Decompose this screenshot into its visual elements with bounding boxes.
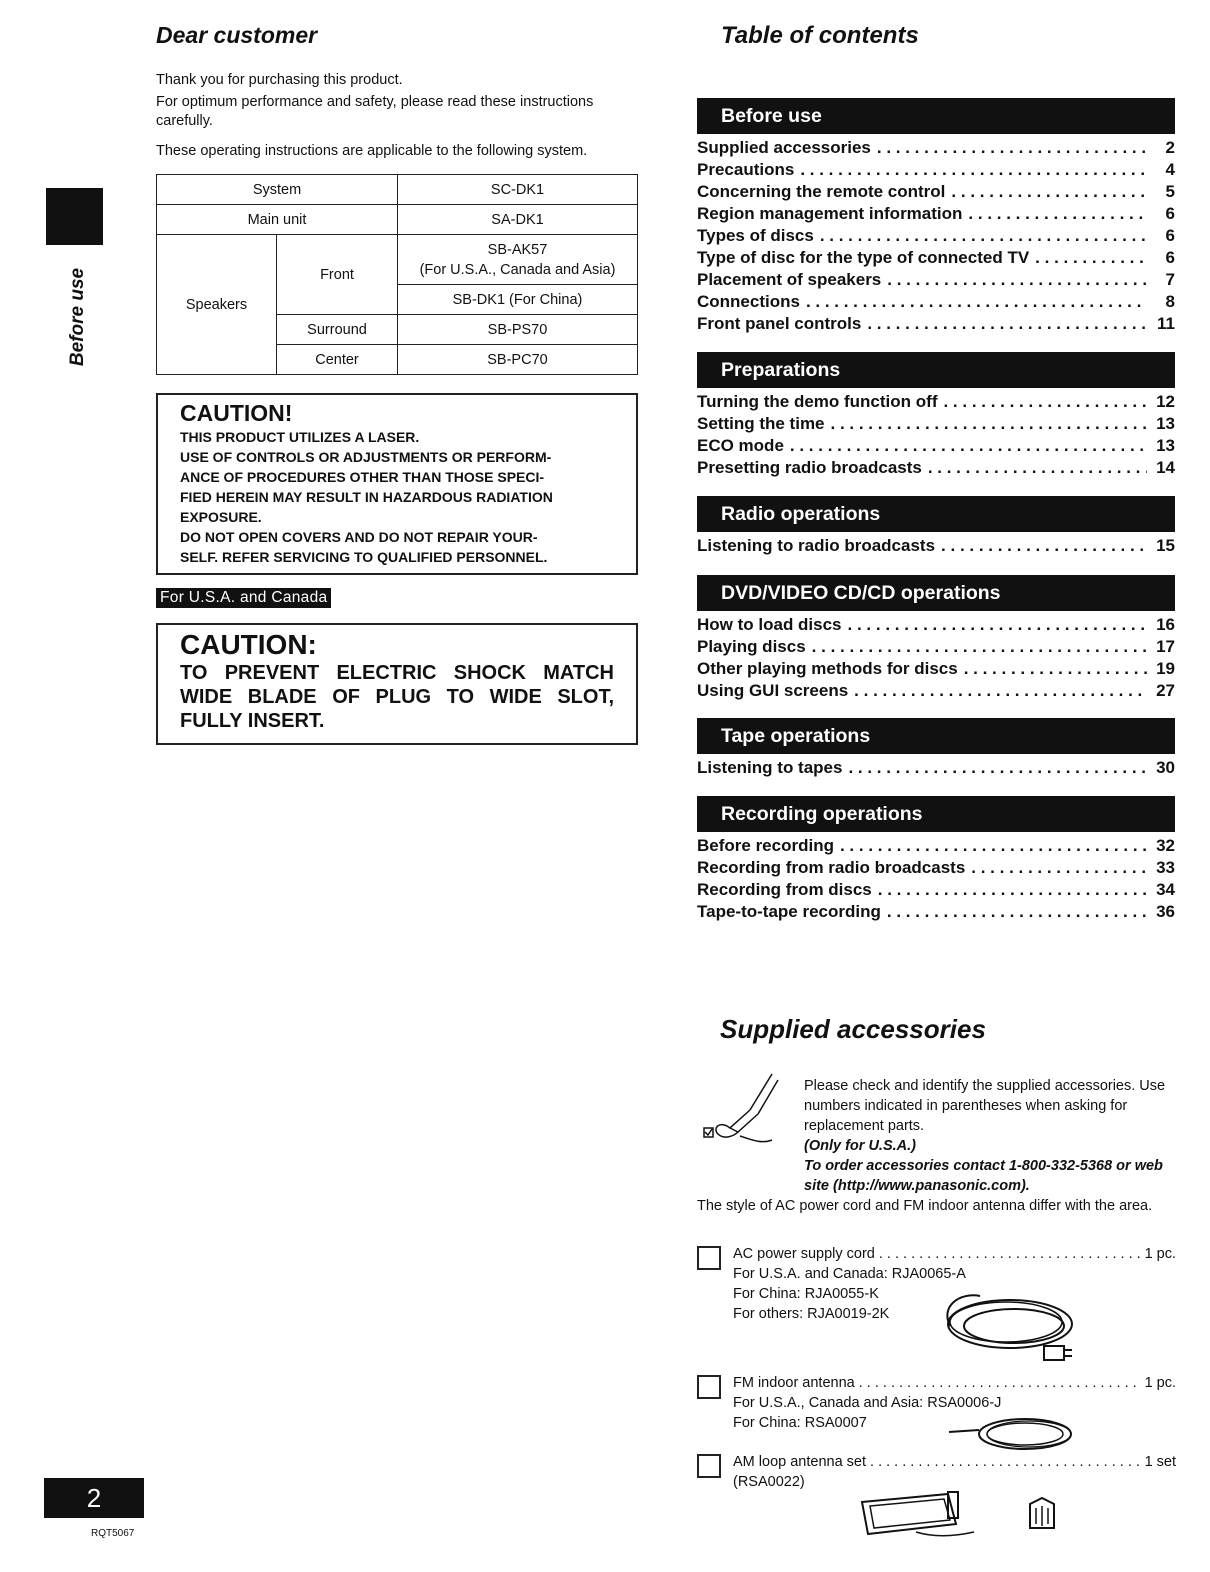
toc-leader-dots: [941, 536, 1147, 556]
intro-line: These operating instructions are applicable to the following system.: [156, 142, 588, 159]
caution-line: EXPOSURE.: [180, 509, 262, 525]
accessory-item: [697, 1452, 1176, 1492]
section-marker: [46, 188, 103, 245]
toc-entry-label: Before recording: [697, 836, 834, 855]
toc-entry-page: 14: [1156, 458, 1175, 477]
accessory-name: AC power supply cord: [733, 1246, 875, 1262]
center-label: Center: [277, 345, 398, 375]
fm-antenna-illustration: [945, 1412, 1085, 1456]
toc-section-heading: Radio operations: [697, 496, 1175, 532]
toc-entry-page: 6: [1165, 204, 1175, 223]
toc-entry-label: Region management information: [697, 204, 963, 223]
toc-entry[interactable]: [697, 758, 1175, 780]
toc-entry-page: 13: [1156, 436, 1175, 455]
toc-entry-label: Playing discs: [697, 637, 806, 656]
toc-entry-page: 33: [1156, 858, 1175, 877]
toc-entry-page: 13: [1156, 414, 1175, 433]
toc-leader-dots: [968, 204, 1147, 224]
toc-leader-dots: [943, 392, 1147, 412]
toc-leader-dots: [848, 758, 1147, 778]
front-region: (For U.S.A., Canada and Asia): [419, 261, 616, 278]
accessory-detail: For U.S.A., Canada and Asia: RSA0006-J: [733, 1395, 1002, 1411]
toc-entry[interactable]: [697, 836, 1175, 858]
toc-section-heading: Preparations: [697, 352, 1175, 388]
surround-label: Surround: [277, 315, 398, 345]
toc-entry-label: Tape-to-tape recording: [697, 902, 881, 921]
toc-entry[interactable]: [697, 659, 1175, 681]
toc-entry-label: Connections: [697, 292, 800, 311]
ac-cord-illustration: [940, 1286, 1090, 1370]
front-value-1: [398, 235, 638, 285]
main-unit-label: Main unit: [157, 205, 398, 235]
toc-title: Table of contents: [721, 22, 919, 49]
toc-entry-page: 5: [1165, 182, 1175, 201]
caution-line: SELF. REFER SERVICING TO QUALIFIED PERSONNEL.: [180, 549, 548, 565]
accessory-detail: For China: RJA0055-K: [733, 1286, 879, 1302]
front-value-2: SB-DK1 (For China): [398, 285, 638, 315]
toc-entry-label: How to load discs: [697, 615, 842, 634]
document-code: RQT5067: [91, 1528, 135, 1539]
intro-line: For optimum performance and safety, please read these instructions carefully.: [156, 93, 594, 129]
accessory-detail: For others: RJA0019-2K: [733, 1306, 890, 1322]
toc-entry-label: Recording from radio broadcasts: [697, 858, 966, 877]
dear-customer-title: Dear customer: [156, 22, 318, 48]
accessory-checkbox[interactable]: [697, 1246, 721, 1270]
toc-entry[interactable]: [697, 681, 1175, 703]
toc-entry[interactable]: [697, 204, 1175, 226]
pen-check-icon: [700, 1070, 790, 1148]
accessories-style-note: The style of AC power cord and FM indoor antenna differ with the area.: [697, 1198, 1153, 1214]
toc-entry-label: Precautions: [697, 160, 795, 179]
toc-entry-label: Turning the demo function off: [697, 392, 938, 411]
toc-entry[interactable]: [697, 637, 1175, 659]
side-section-label: Before use: [67, 267, 88, 367]
toc-section: [697, 496, 1175, 558]
toc-entry[interactable]: [697, 160, 1175, 182]
toc-leader-dots: [964, 659, 1147, 679]
toc-entry-page: 15: [1156, 536, 1175, 555]
toc-entry-label: Type of disc for the type of connected TV: [697, 248, 1030, 267]
toc-entry-label: ECO mode: [697, 436, 784, 455]
toc-entry-label: Placement of speakers: [697, 270, 882, 289]
accessory-item: [697, 1244, 1176, 1324]
toc-leader-dots: [928, 458, 1147, 478]
toc-entry[interactable]: [697, 392, 1175, 414]
page-number: 2: [44, 1478, 144, 1518]
accessory-detail: For U.S.A. and Canada: RJA0065-A: [733, 1266, 966, 1282]
accessory-qty: 1 pc.: [1144, 1246, 1176, 1262]
toc-leader-dots: [820, 226, 1147, 246]
toc-entry[interactable]: [697, 248, 1175, 270]
toc-entry-label: Types of discs: [697, 226, 814, 245]
accessory-checkbox[interactable]: [697, 1375, 721, 1399]
toc-section: [697, 98, 1175, 336]
toc-column: [697, 22, 1175, 921]
toc-entry-page: 19: [1156, 659, 1175, 678]
toc-leader-dots: [887, 270, 1147, 290]
toc-leader-dots: [867, 314, 1147, 334]
toc-leader-dots: [840, 836, 1147, 856]
accessories-intro: [804, 1076, 1176, 1196]
caution-body: TO PREVENT ELECTRIC SHOCK MATCH WIDE BLADE OF PLUG TO WIDE SLOT, FULLY INSERT.: [180, 662, 614, 732]
toc-leader-dots: [951, 182, 1147, 202]
toc-section: [697, 718, 1175, 780]
toc-entry-page: 34: [1156, 880, 1175, 899]
toc-leader-dots: [877, 138, 1147, 158]
speakers-label: Speakers: [157, 235, 277, 375]
system-label: System: [157, 175, 398, 205]
accessory-name: AM loop antenna set: [733, 1454, 867, 1470]
accessory-name: FM indoor antenna: [733, 1375, 855, 1391]
toc-entry-page: 6: [1165, 248, 1175, 267]
toc-entry-label: Using GUI screens: [697, 681, 849, 700]
accessories-intro-text: Please check and identify the supplied accessories. Use numbers indicated in parentheses when asking for replacement parts.: [804, 1078, 1166, 1134]
accessories-title: Supplied accessories: [720, 1014, 986, 1044]
toc-entry[interactable]: [697, 536, 1175, 558]
toc-section-heading: DVD/VIDEO CD/CD operations: [697, 575, 1175, 611]
toc-section-heading: Before use: [697, 98, 1175, 134]
toc-leader-dots: [790, 436, 1147, 456]
toc-entry-label: Setting the time: [697, 414, 825, 433]
toc-entry-page: 36: [1156, 902, 1175, 921]
laser-caution-box: [156, 393, 638, 575]
toc-entry[interactable]: [697, 182, 1175, 204]
accessory-qty: 1 set: [1144, 1454, 1176, 1470]
toc-leader-dots: [887, 902, 1147, 922]
toc-leader-dots: [831, 414, 1147, 434]
toc-entry-page: 11: [1157, 314, 1175, 333]
toc-entry[interactable]: [697, 880, 1175, 902]
toc-entry-label: Listening to tapes: [697, 758, 843, 777]
intro-text: [156, 71, 638, 161]
intro-line: Thank you for purchasing this product.: [156, 72, 403, 88]
toc-section: [697, 796, 1175, 924]
surround-value: SB-PS70: [398, 315, 638, 345]
toc-entry[interactable]: [697, 292, 1175, 314]
toc-entry-page: 27: [1156, 681, 1175, 700]
accessory-detail: For China: RSA0007: [733, 1415, 867, 1431]
front-label: Front: [277, 235, 398, 315]
caution-line: DO NOT OPEN COVERS AND DO NOT REPAIR YOUR-: [180, 529, 538, 545]
toc-leader-dots: [800, 160, 1147, 180]
toc-entry[interactable]: [697, 226, 1175, 248]
toc-entry[interactable]: [697, 458, 1175, 480]
toc-entry-page: 30: [1156, 758, 1175, 777]
dear-customer-column: [156, 22, 638, 732]
toc-entry-page: 32: [1156, 836, 1175, 855]
caution-title: CAUTION!: [180, 400, 293, 426]
shock-caution-box: [156, 623, 638, 745]
caution-line: THIS PRODUCT UTILIZES A LASER.: [180, 429, 420, 445]
toc-entry-page: 2: [1165, 138, 1175, 157]
toc-leader-dots: [806, 292, 1147, 312]
caution-line: USE OF CONTROLS OR ADJUSTMENTS OR PERFORM-: [180, 449, 552, 465]
toc-entry-label: Presetting radio broadcasts: [697, 458, 922, 477]
system-table: [156, 174, 638, 375]
toc-section: [697, 575, 1175, 703]
accessory-qty: 1 pc.: [1144, 1375, 1176, 1391]
toc-entry-label: Recording from discs: [697, 880, 872, 899]
toc-entry-label: Listening to radio broadcasts: [697, 536, 936, 555]
toc-entry[interactable]: [697, 615, 1175, 637]
toc-entry[interactable]: [697, 858, 1175, 880]
system-value: SC-DK1: [398, 175, 638, 205]
toc-entry-label: Concerning the remote control: [697, 182, 946, 201]
toc-entry-label: Other playing methods for discs: [697, 659, 958, 678]
toc-entry-label: Supplied accessories: [697, 138, 871, 157]
toc-entry[interactable]: [697, 902, 1175, 924]
caution-title: CAUTION:: [180, 629, 317, 660]
toc-entry[interactable]: [697, 138, 1175, 160]
toc-section-heading: Recording operations: [697, 796, 1175, 832]
toc-entry-page: 17: [1156, 637, 1175, 656]
toc-entry-page: 12: [1156, 392, 1175, 411]
toc-section-heading: Tape operations: [697, 718, 1175, 754]
toc-entry-page: 6: [1165, 226, 1175, 245]
toc-entry[interactable]: [697, 270, 1175, 292]
am-loop-antenna-illustration: [856, 1488, 1066, 1540]
region-badge: For U.S.A. and Canada: [156, 588, 331, 608]
toc-leader-dots: [854, 681, 1147, 701]
toc-entry-page: 4: [1165, 160, 1175, 179]
accessory-detail: (RSA0022): [733, 1474, 805, 1490]
main-unit-value: SA-DK1: [398, 205, 638, 235]
accessory-item: [697, 1373, 1176, 1433]
caution-line: FIED HEREIN MAY RESULT IN HAZARDOUS RADIATION: [180, 489, 553, 505]
accessories-usa-note: (Only for U.S.A.): [804, 1138, 916, 1154]
toc-leader-dots: [812, 637, 1147, 657]
toc-leader-dots: [1035, 248, 1147, 268]
toc-entry-page: 8: [1165, 292, 1175, 311]
toc-entry-page: 7: [1165, 270, 1175, 289]
center-value: SB-PC70: [398, 345, 638, 375]
caution-line: ANCE OF PROCEDURES OTHER THAN THOSE SPECI-: [180, 469, 545, 485]
toc-section: [697, 352, 1175, 480]
toc-entry[interactable]: [697, 436, 1175, 458]
accessories-contact: To order accessories contact 1-800-332-5368 or web site (http://www.panasonic.com).: [804, 1158, 1163, 1194]
toc-entry-page: 16: [1156, 615, 1175, 634]
toc-leader-dots: [878, 880, 1147, 900]
front-model: SB-AK57: [487, 241, 548, 258]
toc-entry[interactable]: [697, 414, 1175, 436]
toc-leader-dots: [971, 858, 1147, 878]
toc-leader-dots: [848, 615, 1147, 635]
toc-entry[interactable]: [697, 314, 1175, 336]
toc-entry-label: Front panel controls: [697, 314, 862, 333]
accessory-checkbox[interactable]: [697, 1454, 721, 1478]
